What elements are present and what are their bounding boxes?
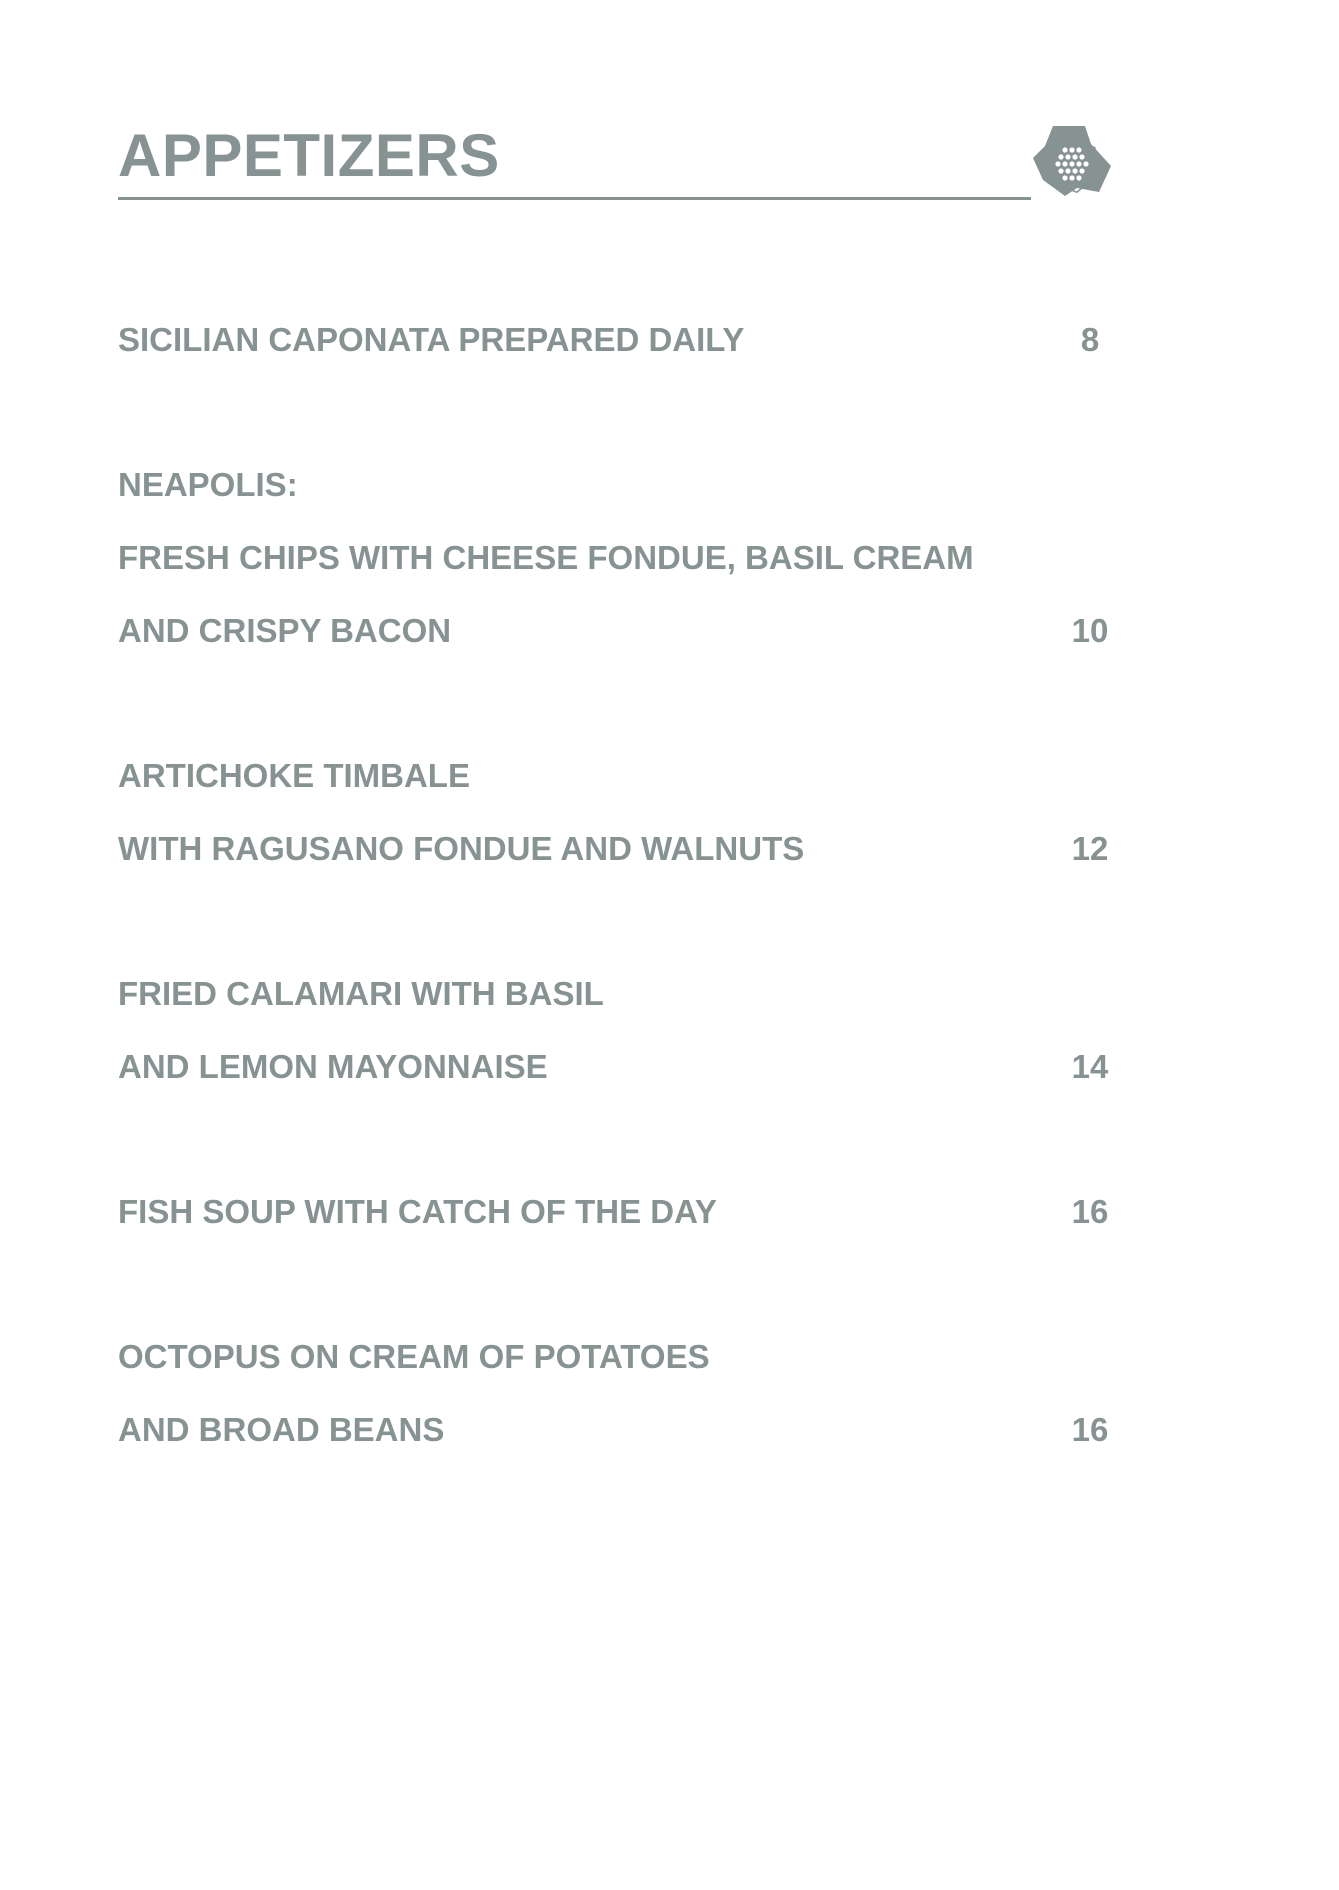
menu-item-line: SICILIAN CAPONATA PREPARED DAILY — [118, 321, 745, 358]
menu-item-price: 16 — [1071, 1193, 1109, 1230]
fishing-net-emblem-icon — [1025, 118, 1117, 210]
menu-item-price: 16 — [1071, 1411, 1109, 1448]
menu-item-price: 12 — [1071, 830, 1109, 867]
menu-item-line: AND LEMON MAYONNAISE — [118, 1048, 548, 1085]
menu-item-line: NEAPOLIS: — [118, 466, 298, 503]
menu-item-price: 10 — [1071, 612, 1109, 649]
menu-item-line: AND BROAD BEANS — [118, 1411, 445, 1448]
menu-item-line: OCTOPUS ON CREAM OF POTATOES — [118, 1338, 710, 1375]
section-title: APPETIZERS — [118, 122, 500, 189]
menu-item-line: FISH SOUP WITH CATCH OF THE DAY — [118, 1193, 717, 1230]
menu-item-line: FRESH CHIPS WITH CHEESE FONDUE, BASIL CREAM — [118, 539, 974, 576]
section-header — [118, 118, 1118, 218]
menu-item-price: 8 — [1080, 321, 1100, 358]
menu-item-line: WITH RAGUSANO FONDUE AND WALNUTS — [118, 830, 805, 867]
menu-item-line: AND CRISPY BACON — [118, 612, 452, 649]
menu-item-price: 14 — [1071, 1048, 1109, 1085]
menu-item-line: ARTICHOKE TIMBALE — [118, 757, 470, 794]
menu-item-line: FRIED CALAMARI WITH BASIL — [118, 975, 604, 1012]
title-underline — [118, 197, 1031, 200]
